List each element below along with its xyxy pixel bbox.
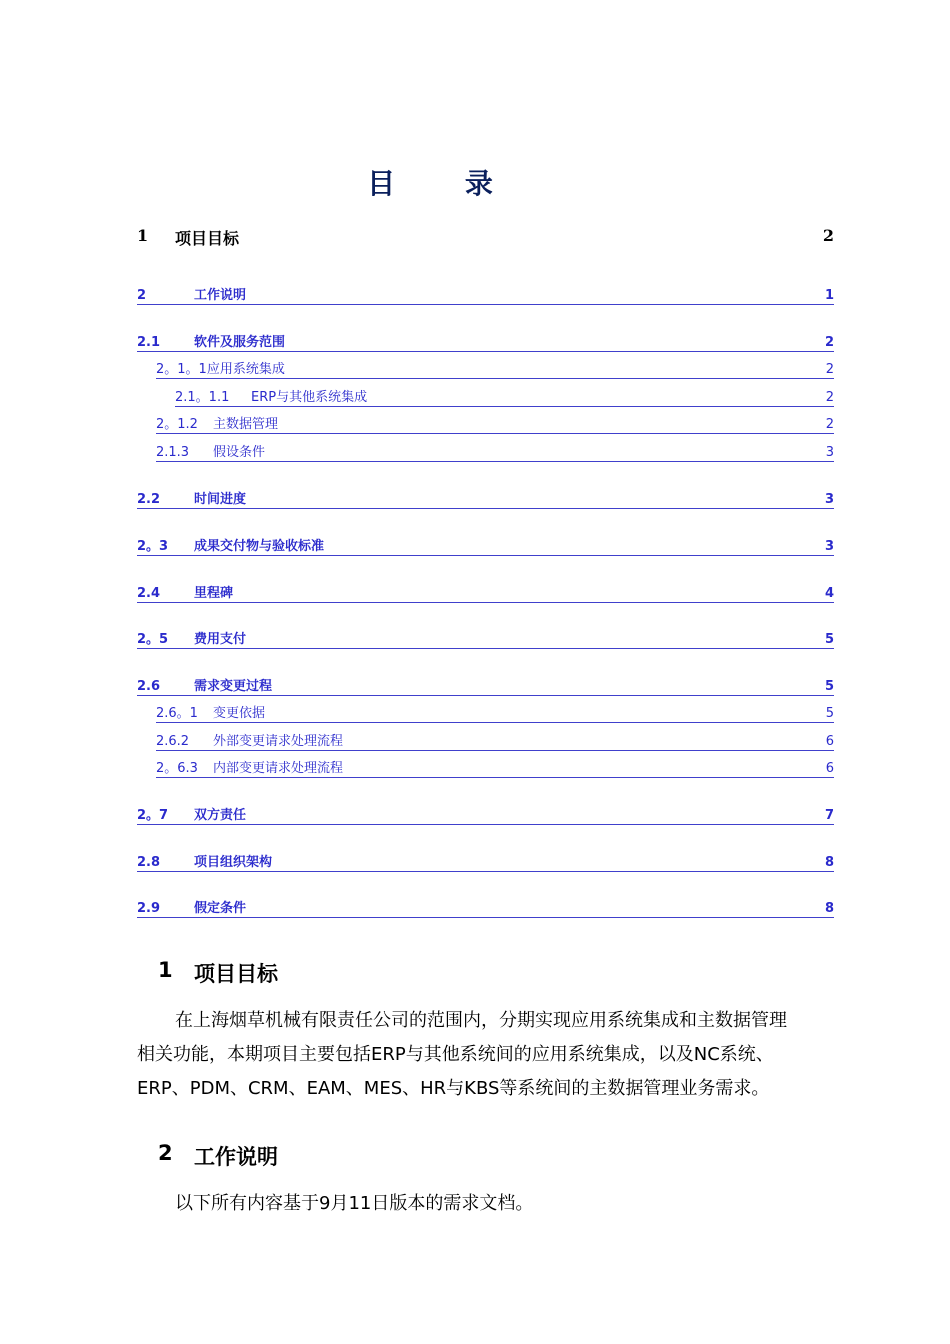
toc-entry-page: 1 bbox=[824, 288, 834, 303]
toc-entry-number: 2。6.3 bbox=[156, 761, 198, 776]
toc-entry-text: 外部变更请求处理流程 bbox=[213, 734, 344, 749]
toc-entry-text: 主数据管理 bbox=[213, 417, 279, 432]
toc-entry-number: 2.4 bbox=[137, 586, 161, 601]
toc-entry-text: 成果交付物与验收标准 bbox=[194, 539, 325, 554]
toc-entry-text: 变更依据 bbox=[213, 706, 266, 721]
toc-entry-text: 项目组织架构 bbox=[194, 855, 273, 870]
toc-entry-number: 2.9 bbox=[137, 901, 161, 916]
toc-entry-page: 6 bbox=[825, 734, 834, 749]
toc-entry-number: 2。3 bbox=[137, 539, 169, 554]
section-heading-2 bbox=[158, 1141, 278, 1171]
toc-entry-number: 1 bbox=[137, 226, 149, 245]
toc-entry-text: 需求变更过程 bbox=[194, 679, 273, 694]
toc-entry-text: 费用支付 bbox=[194, 632, 247, 647]
toc-entry-number: 2.6 bbox=[137, 679, 161, 694]
toc-entry-2-1[interactable] bbox=[137, 335, 834, 352]
toc-entry-page: 6 bbox=[825, 761, 834, 776]
toc-entry-2-9[interactable] bbox=[137, 901, 834, 918]
toc-entry-2-4[interactable] bbox=[137, 586, 834, 603]
toc-entry-text: 里程碑 bbox=[194, 586, 234, 601]
toc-entry-2-6[interactable] bbox=[137, 679, 834, 696]
toc-entry-number: 2 bbox=[137, 288, 147, 303]
section-number: 2 bbox=[158, 1141, 173, 1165]
toc-entry-text: 假设条件 bbox=[213, 445, 266, 460]
section-number: 1 bbox=[158, 958, 173, 982]
toc-entry-number: 2。1.2 bbox=[156, 417, 198, 432]
toc-entry-2-5[interactable] bbox=[137, 632, 834, 649]
toc-entry-number: 2.6。1 bbox=[156, 706, 198, 721]
toc-entry-number: 2.2 bbox=[137, 492, 161, 507]
toc-entry-page: 2 bbox=[825, 362, 834, 377]
toc-entry-number: 2。5 bbox=[137, 632, 169, 647]
section-title: 项目目标 bbox=[194, 962, 278, 986]
toc-entry-text: ERP与其他系统集成 bbox=[251, 390, 368, 405]
toc-entry-2-1-1[interactable] bbox=[156, 362, 834, 379]
toc-entry-page: 2 bbox=[825, 417, 834, 432]
toc-entry-2-2[interactable] bbox=[137, 492, 834, 509]
section-title: 工作说明 bbox=[194, 1145, 278, 1169]
toc-entry-2-8[interactable] bbox=[137, 855, 834, 872]
toc-entry-page: 3 bbox=[824, 492, 834, 507]
toc-entry-page: 5 bbox=[825, 706, 834, 721]
toc-entry-2-1-2[interactable] bbox=[156, 417, 834, 434]
toc-entry-number: 2.8 bbox=[137, 855, 161, 870]
toc-entry-1[interactable] bbox=[137, 226, 834, 249]
toc-entry-text: 双方责任 bbox=[194, 808, 247, 823]
toc-entry-page: 8 bbox=[824, 855, 834, 870]
toc-entry-2-1-1-1[interactable] bbox=[175, 390, 834, 407]
toc-entry-page: 8 bbox=[824, 901, 834, 916]
toc-entry-page: 2 bbox=[825, 390, 834, 405]
toc-entry-page: 2 bbox=[822, 226, 834, 245]
section-1-paragraph-line-3: ERP、PDM、CRM、EAM、MES、HR与KBS等系统间的主数据管理业务需求。 bbox=[137, 1078, 770, 1099]
toc-entry-2-6-3[interactable] bbox=[156, 761, 834, 778]
toc-entry-page: 5 bbox=[824, 632, 834, 647]
toc-title: 目 录 bbox=[367, 167, 523, 200]
toc-entry-page: 2 bbox=[824, 335, 834, 350]
toc-entry-2-7[interactable] bbox=[137, 808, 834, 825]
toc-entry-2-6-2[interactable] bbox=[156, 734, 834, 751]
toc-entry-text: 应用系统集成 bbox=[206, 362, 285, 377]
toc-entry-number: 2。1。1 bbox=[156, 362, 207, 377]
toc-entry-text: 内部变更请求处理流程 bbox=[213, 761, 344, 776]
toc-entry-page: 4 bbox=[824, 586, 834, 601]
toc-entry-text: 时间进度 bbox=[194, 492, 247, 507]
toc-entry-page: 7 bbox=[824, 808, 834, 823]
toc-entry-2-1-3[interactable] bbox=[156, 445, 834, 462]
toc-entry-text: 项目目标 bbox=[175, 229, 240, 248]
toc-entry-number: 2。7 bbox=[137, 808, 169, 823]
toc-entry-text: 工作说明 bbox=[194, 288, 247, 303]
toc-entry-number: 2.1 bbox=[137, 335, 161, 350]
toc-entry-text: 假定条件 bbox=[194, 901, 247, 916]
toc-entry-text: 软件及服务范围 bbox=[194, 335, 286, 350]
toc-entry-2[interactable] bbox=[137, 288, 834, 305]
toc-entry-page: 5 bbox=[824, 679, 834, 694]
toc-entry-2-6-1[interactable] bbox=[156, 706, 834, 723]
section-1-paragraph-line-1: 在上海烟草机械有限责任公司的范围内，分期实现应用系统集成和主数据管理 bbox=[175, 1010, 787, 1031]
toc-entry-page: 3 bbox=[824, 539, 834, 554]
toc-entry-number: 2.1。1.1 bbox=[175, 390, 230, 405]
toc-entry-2-3[interactable] bbox=[137, 539, 834, 556]
section-1-paragraph-line-2: 相关功能，本期项目主要包括ERP与其他系统间的应用系统集成，以及NC系统、 bbox=[137, 1044, 774, 1065]
toc-entry-number: 2.1.3 bbox=[156, 445, 190, 460]
section-heading-1 bbox=[158, 958, 278, 988]
toc-entry-page: 3 bbox=[825, 445, 834, 460]
toc-entry-number: 2.6.2 bbox=[156, 734, 190, 749]
section-2-paragraph: 以下所有内容基于9月11日版本的需求文档。 bbox=[175, 1193, 534, 1214]
